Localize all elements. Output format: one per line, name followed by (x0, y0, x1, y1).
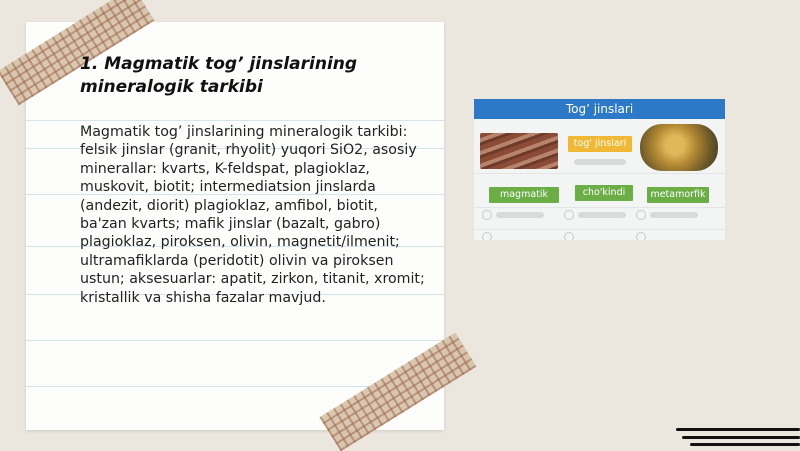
figure-divider (474, 173, 725, 174)
bullet-icon (636, 210, 646, 220)
sedimentary-rock-image (480, 133, 558, 169)
tag-igneous: magmatik (489, 187, 559, 203)
slide-title: 1. Magmatik tog’ jinslarining mineralogik tarkibi (80, 54, 358, 97)
paper-rule (26, 340, 444, 341)
slide-body-text: Magmatik tog’ jinslarining mineralogik tarkibi: felsik jinslar (granit, rhyolit) yuqori SiO2, asosiy minerallar: kvarts, K-feldspat, plagioklaz, muskovit, biotit; intermediatsion jinslarda (andezit, diorit) plagioklaz, amfibol, biotit, ba'zan kvarts; mafik jinslar (bazalt, gabro) plagioklaz, piroksen, olivin, magnetit/ilmenit; ultramafiklarda (peridotit) olivin va piroksen ustun; aksesuarlar: apatit, zirkon, titanit, xromit; kristallik va shisha fazalar mavjud. (80, 124, 425, 306)
tag-sedimentary: cho'kindi (575, 185, 633, 201)
paper-rule (26, 120, 444, 121)
blurred-label (578, 212, 626, 218)
decorative-line (690, 443, 800, 446)
blurred-label (574, 159, 626, 165)
rock-types-figure (474, 99, 725, 240)
tag-rocks: tog' jinslari (568, 136, 632, 152)
figure-divider (474, 207, 725, 208)
figure-divider (474, 229, 725, 230)
figure-title: Tog’ jinslari (474, 99, 725, 119)
bullet-icon (636, 232, 646, 240)
bullet-icon (482, 210, 492, 220)
blurred-label (496, 212, 544, 218)
decorative-line (676, 428, 800, 431)
bullet-icon (564, 232, 574, 240)
decorative-line (682, 436, 800, 439)
gold-ore-rock-image (640, 124, 718, 171)
tag-metamorphic: metamorfik (647, 187, 709, 203)
bullet-icon (564, 210, 574, 220)
blurred-label (650, 212, 698, 218)
bullet-icon (482, 232, 492, 240)
